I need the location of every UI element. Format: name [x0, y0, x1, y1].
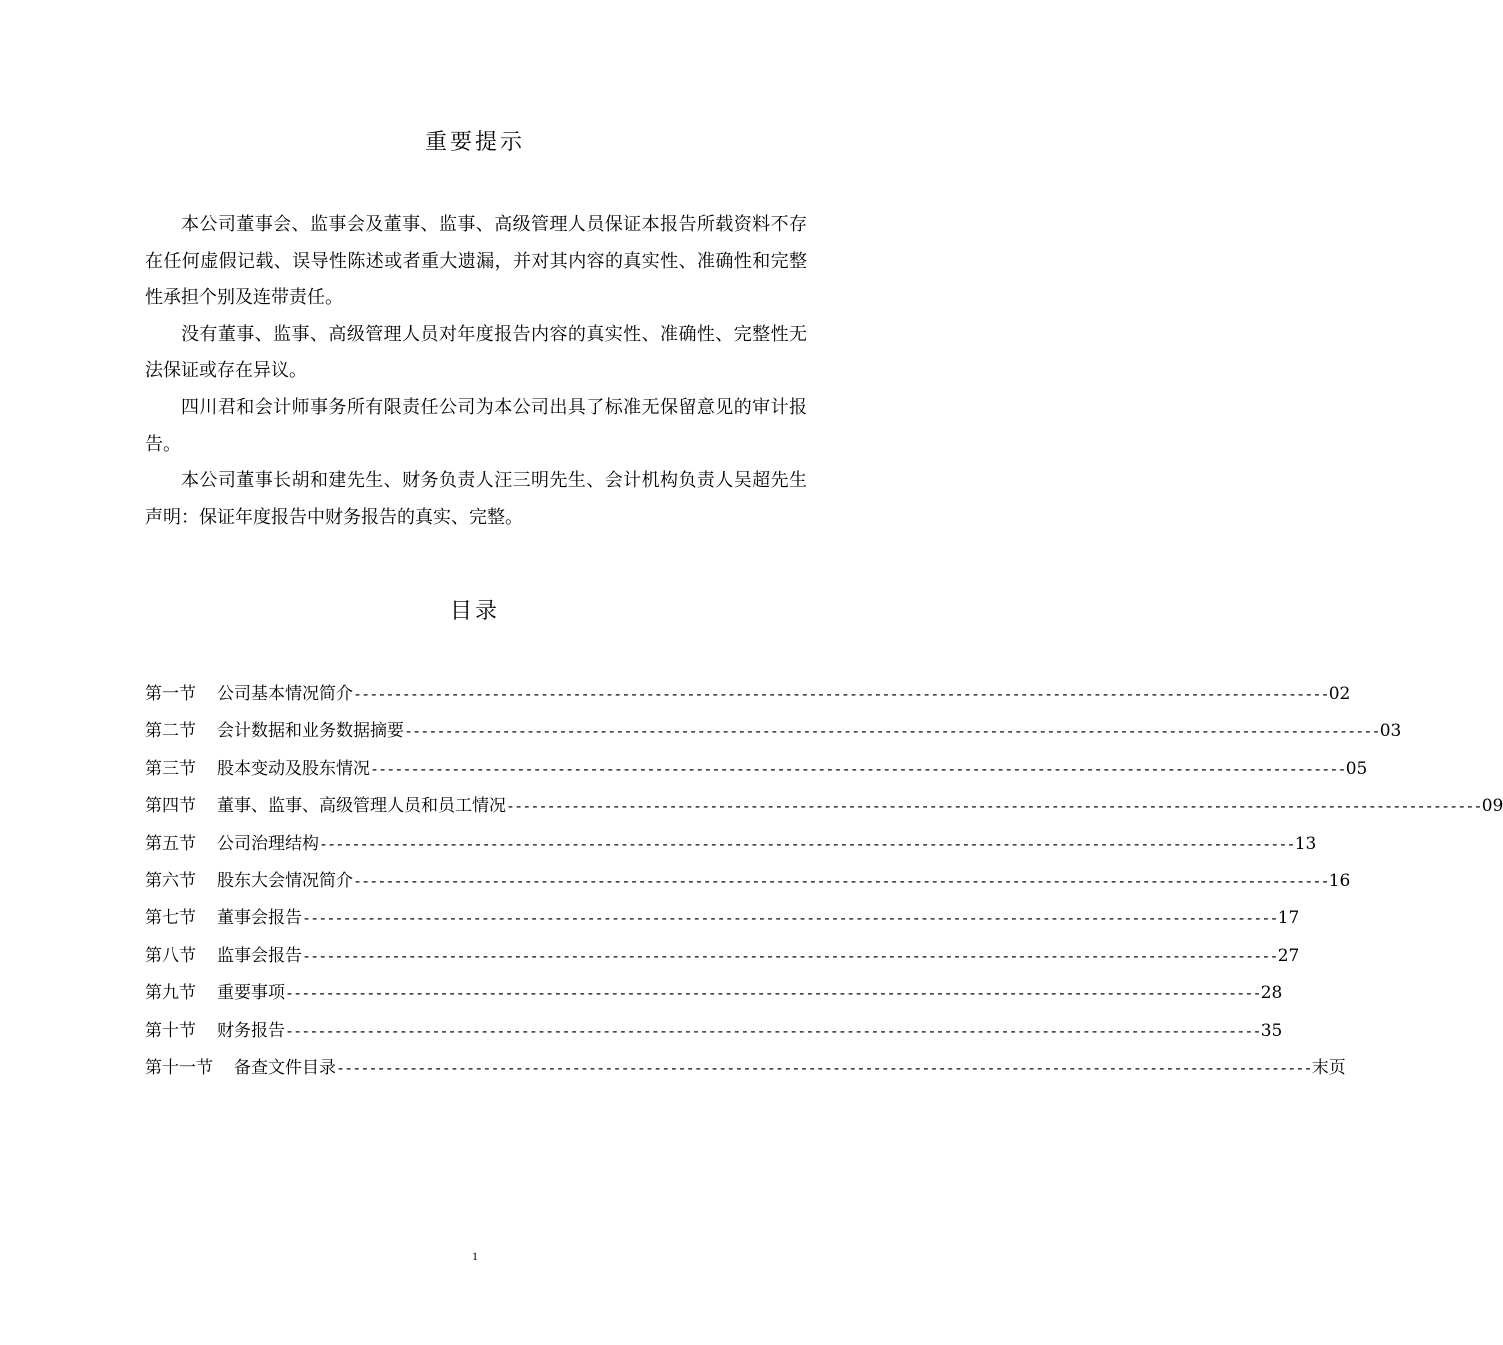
table-of-contents — [145, 676, 1503, 1087]
toc-page-number: 03 — [1379, 721, 1402, 742]
toc-entry — [145, 863, 1351, 900]
toc-entry — [145, 676, 1351, 713]
toc-leader: ------------------------------------------------------------------------------------------------------------------------ — [353, 685, 1329, 703]
notice-paragraph: 本公司董事长胡和建先生、财务负责人汪三明先生、会计机构负责人吴超先生声明：保证年度报告中财务报告的真实、完整。 — [145, 470, 807, 528]
toc-section-name: 备查文件目录 — [234, 1057, 336, 1078]
toc-section-name: 重要事项 — [217, 983, 285, 1004]
toc-leader: ------------------------------------------------------------------------------------------------------------------------ — [285, 984, 1261, 1003]
toc-section-number: 第九节 — [145, 983, 196, 1004]
toc-page-number: 09 — [1481, 796, 1503, 817]
toc-entry — [145, 975, 1283, 1012]
notice-paragraph: 本公司董事会、监事会及董事、监事、高级管理人员保证本报告所载资料不存在任何虚假记载、误导性陈述或者重大遗漏，并对其内容的真实性、准确性和完整性承担个别及连带责任。 — [145, 214, 807, 309]
toc-section-name: 会计数据和业务数据摘要 — [217, 721, 404, 742]
toc-section-name: 公司基本情况简介 — [217, 684, 353, 704]
toc-title: 目录 — [449, 599, 500, 624]
toc-entry — [145, 751, 1368, 788]
toc-leader: ------------------------------------------------------------------------------------------------------------------------ — [336, 1058, 1312, 1077]
toc-section-number: 第三节 — [145, 758, 196, 779]
toc-section-number: 第十节 — [145, 1020, 196, 1041]
notice-paragraph: 没有董事、监事、高级管理人员对年度报告内容的真实性、准确性、完整性无法保证或存在异议。 — [145, 323, 807, 382]
toc-section-name: 股东大会情况简介 — [217, 870, 353, 891]
toc-leader: ------------------------------------------------------------------------------------------------------------------------ — [506, 797, 1482, 816]
toc-entry — [145, 900, 1300, 937]
page-number: 1 — [472, 1249, 478, 1263]
toc-entry — [145, 1013, 1283, 1050]
toc-page-number: 27 — [1277, 945, 1300, 966]
toc-leader: ------------------------------------------------------------------------------------------------------------------------ — [302, 946, 1278, 965]
toc-section-number: 第四节 — [145, 796, 196, 817]
toc-section-number: 第八节 — [145, 945, 196, 966]
toc-leader: ------------------------------------------------------------------------------------------------------------------------ — [302, 909, 1278, 928]
toc-page-number: 16 — [1328, 870, 1351, 891]
toc-page-number: 28 — [1260, 983, 1283, 1004]
toc-entry — [145, 1050, 1346, 1087]
toc-entry — [145, 788, 1503, 825]
toc-section-number: 第七节 — [145, 908, 196, 929]
toc-section-name: 财务报告 — [217, 1020, 285, 1041]
toc-entry — [145, 938, 1300, 975]
toc-leader: ------------------------------------------------------------------------------------------------------------------------ — [319, 834, 1295, 853]
toc-section-number: 第二节 — [145, 721, 196, 742]
toc-section-number: 第一节 — [145, 684, 196, 704]
toc-section-number: 第十一节 — [145, 1057, 213, 1078]
toc-page-number: 35 — [1260, 1020, 1283, 1041]
notice-paragraph: 四川君和会计师事务所有限责任公司为本公司出具了标准无保留意见的审计报告。 — [145, 396, 807, 455]
toc-leader: ------------------------------------------------------------------------------------------------------------------------ — [353, 871, 1329, 890]
toc-section-name: 公司治理结构 — [217, 833, 319, 854]
toc-page-number: 17 — [1277, 908, 1300, 929]
toc-leader: ------------------------------------------------------------------------------------------------------------------------ — [370, 759, 1346, 778]
notice-body — [145, 207, 807, 536]
toc-section-number: 第六节 — [145, 870, 196, 891]
toc-leader: ------------------------------------------------------------------------------------------------------------------------ — [285, 1021, 1261, 1040]
toc-page-number: 05 — [1345, 758, 1368, 779]
toc-section-name: 董事、监事、高级管理人员和员工情况 — [217, 796, 506, 817]
toc-page-number: 末页 — [1311, 1057, 1346, 1078]
toc-entry — [145, 713, 1402, 750]
toc-leader: ------------------------------------------------------------------------------------------------------------------------ — [404, 722, 1380, 741]
notice-title: 重要提示 — [424, 130, 525, 155]
toc-section-number: 第五节 — [145, 833, 196, 854]
toc-section-name: 董事会报告 — [217, 908, 302, 929]
toc-page-number: 13 — [1294, 833, 1317, 854]
toc-section-name: 监事会报告 — [217, 945, 302, 966]
toc-entry — [145, 826, 1317, 863]
toc-section-name: 股本变动及股东情况 — [217, 758, 370, 779]
toc-page-number: 02 — [1328, 684, 1351, 704]
